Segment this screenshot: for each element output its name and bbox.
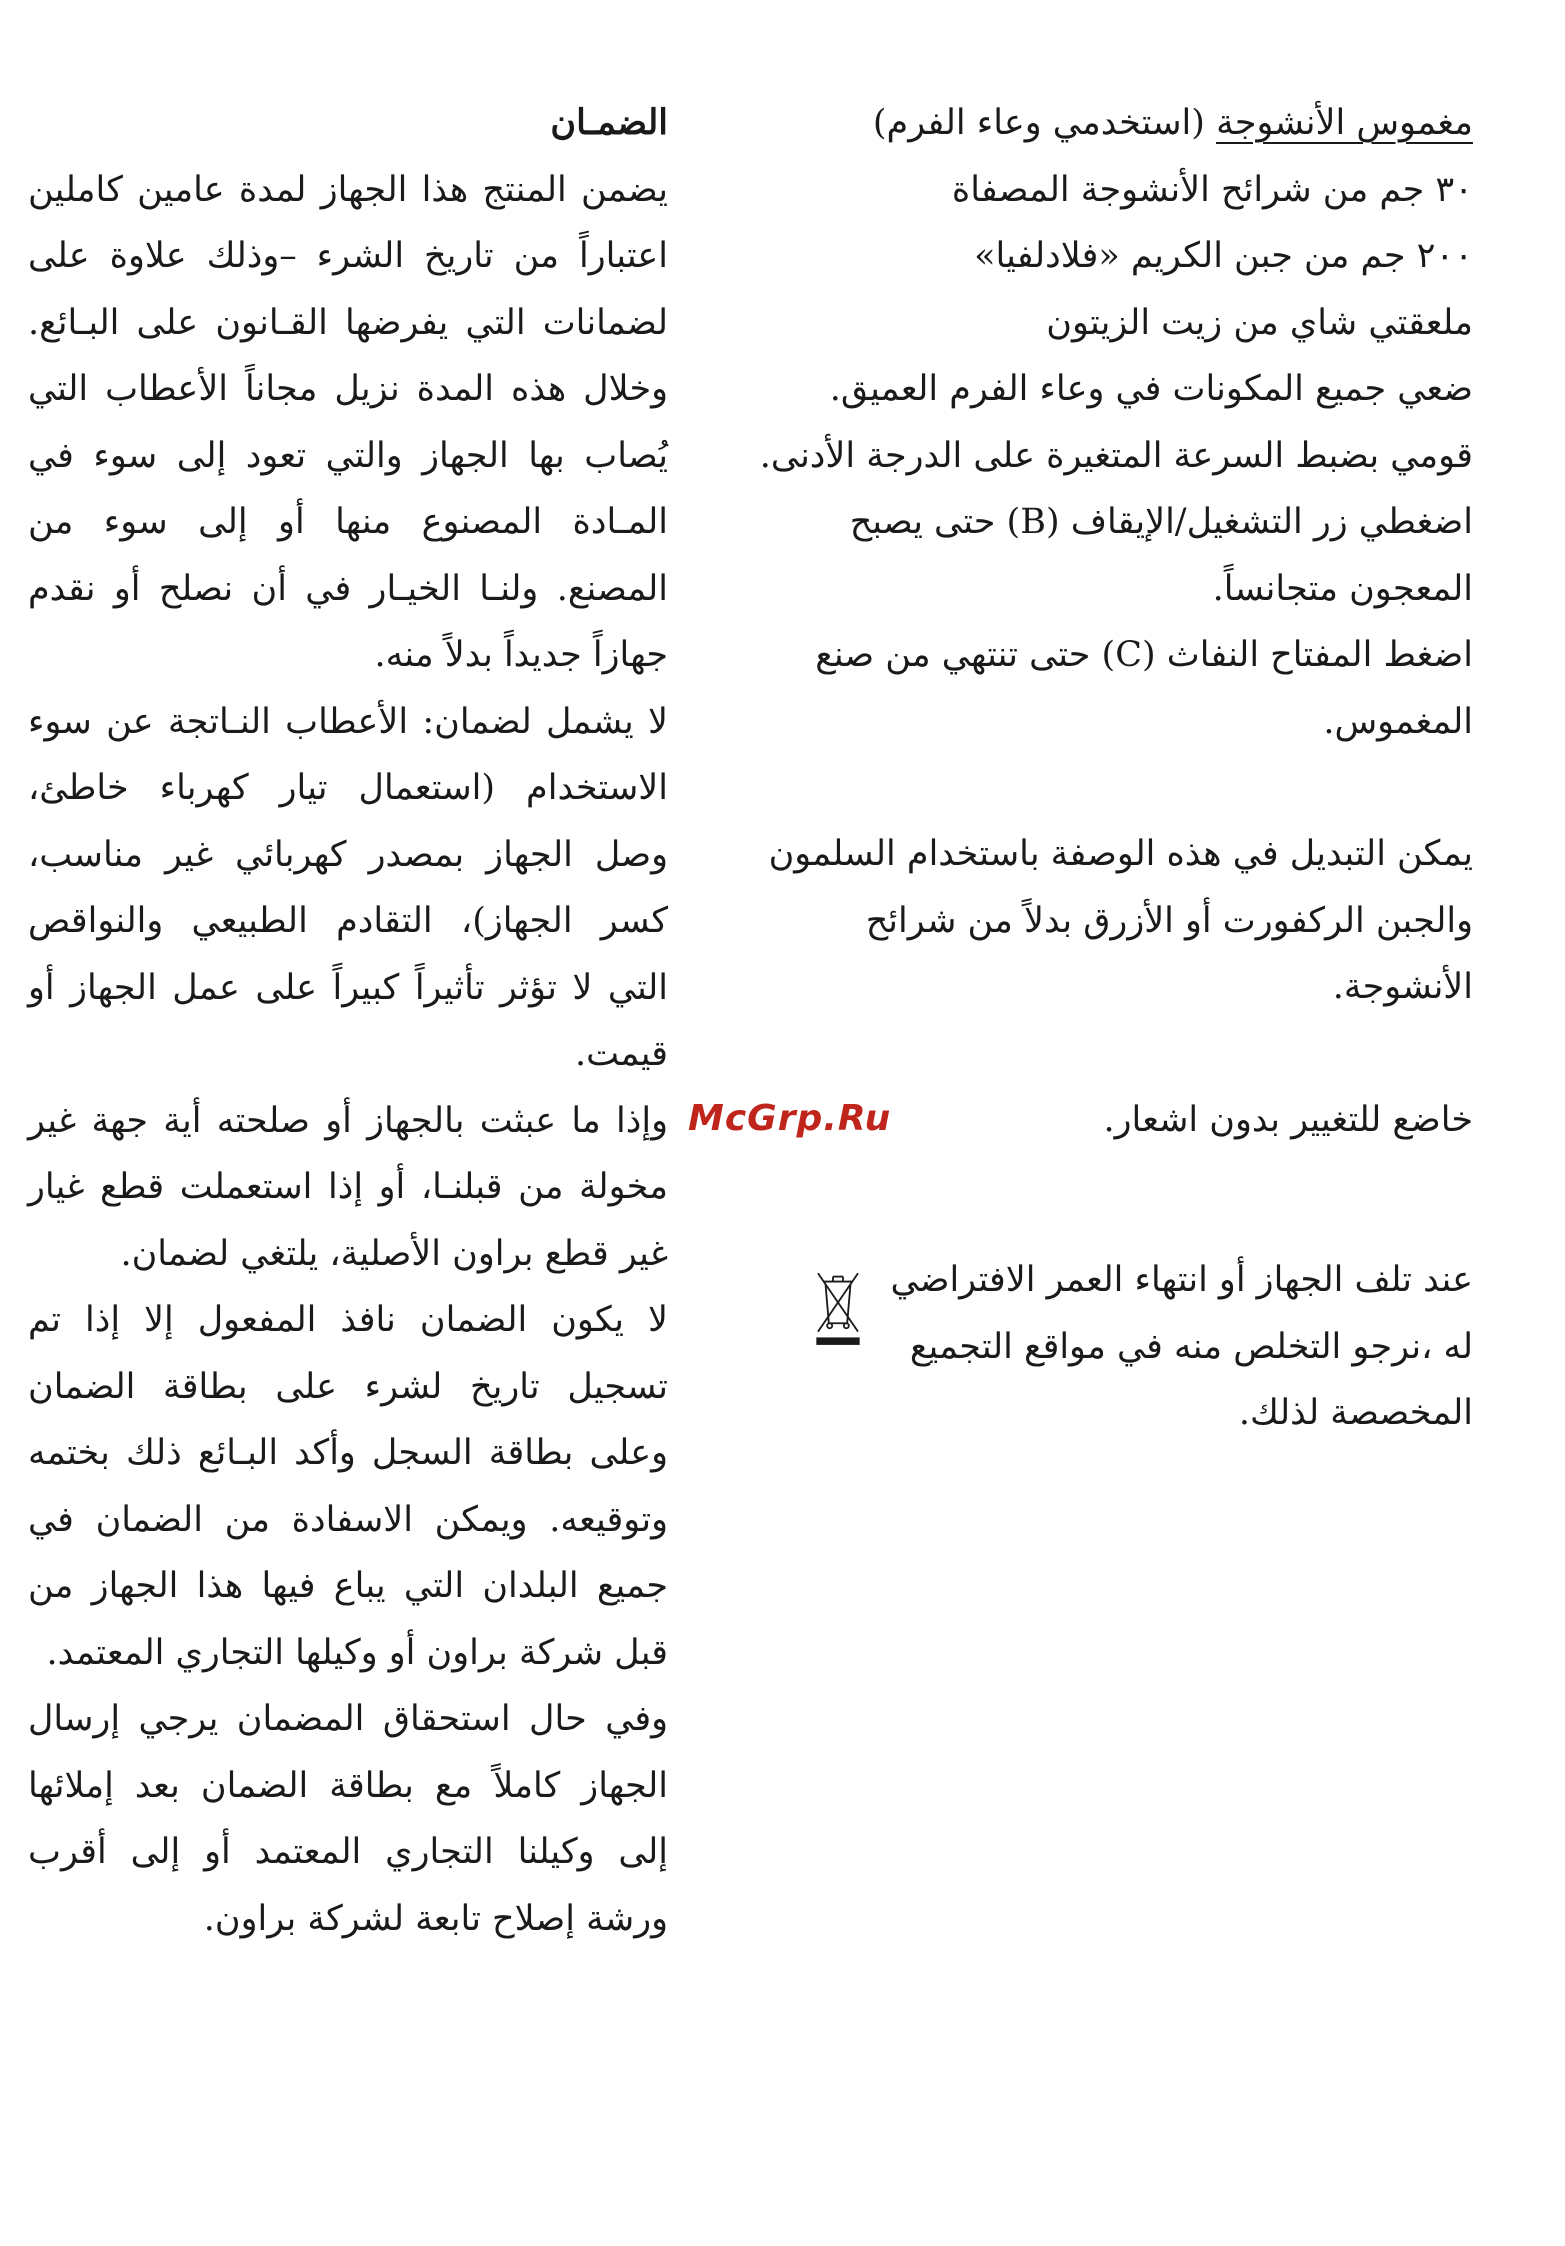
warranty-paragraph: وإذا ما عبثت بالجهاز أو صلحته أية جهة غير مخولة من قبلنـا، أو إذا استعملت قطع غيار غير قطع براون الأصلية، يلتغي لضمان. <box>28 1100 668 1274</box>
warranty-column <box>28 90 668 1952</box>
recipe-title <box>833 90 1473 157</box>
warranty-paragraph: وفي حال استحقاق المضمان يرجي إرسال الجهاز كاملاً مع بطاقة الضمان بعد إملائها إلى وكيلنا التجاري المعتمد أو إلى أقرب ورشة إصلاح تابعة لشركة براون. <box>28 1699 668 1939</box>
disposal-line: عند تلف الجهاز أو انتهاء العمر الافتراضي <box>890 1260 1473 1300</box>
warranty-paragraph: لا يشمل لضمان: الأعطاب النـاتجة عن سوء الاستخدام (استعمال تيار كهرباء خاطئ، وصل الجهاز بمصدر كهربائي غير مناسب، كسر الجهاز)، التقادم الطبيعي والنواقص التي لا تؤثر تأثيراً كبيراً على عمل الجهاز أو قيمت. <box>28 701 668 1074</box>
recipe-line: ٢٠٠ جم من جبن الكريم «فلادلفيا» <box>974 236 1473 276</box>
site-watermark: McGrp.Ru <box>688 1098 892 1139</box>
crossed-out-wheelie-bin-icon <box>813 1262 863 1357</box>
recipe-line: قومي بضبط السرعة المتغيرة على الدرجة الأدنى. <box>759 435 1473 476</box>
recipe-title-note: (استخدمي وعاء الفرم) <box>872 103 1217 143</box>
warranty-paragraph: يضمن المنتج هذا الجهاز لمدة عامين كاملين اعتباراً من تاريخ الشرء –وذلك علاوة على لضمانات التي يفرضها القـانون على البـائع. وخلال هذه المدة نزيل مجاناً الأعطاب التي يُصاب بها الجهاز والتي تعود إلى سوء في المـادة المصنوع منها أو إلى سوء من المصنع. ولنـا الخيـار في أن نصلح أو نقدم جهازاً جديداً بدلاً منه. <box>28 169 668 675</box>
disposal-notice <box>813 1247 1473 1447</box>
recipe-line: ملعقتي شاي من زيت الزيتون <box>1046 302 1473 343</box>
recipe-line: ضعي جميع المكونات في وعاء الفرم العميق. <box>829 369 1473 409</box>
recipe-line: المعجون متجانساً. <box>1212 568 1473 609</box>
recipe-line: اضغط المفتاح النفاث (C) حتى تنتهي من صنع <box>815 635 1473 675</box>
warranty-heading: الضمـان <box>550 102 668 143</box>
recipe-line: المغموس. <box>1323 701 1473 742</box>
variation-line: والجبن الركفورت أو الأزرق بدلاً من شرائح <box>865 900 1473 941</box>
warranty-paragraph: لا يكون الضمان نافذ المفعول إلا إذا تم تسجيل تاريخ لشرء على بطاقة الضمان وعلى بطاقة السجل وأكد البـائع ذلك بختمه وتوقيعه. ويمكن الاسفادة من الضمان في جميع البلدان التي يباع فيها هذا الجهاز من قبل شركة براون أو وكيلها التجاري المعتمد. <box>28 1300 668 1673</box>
recipe-line: اضغطي زر التشغيل/الإيقاف (B) حتى يصبح <box>849 502 1473 542</box>
disposal-line: له ،نرجو التخلص منه في مواقع التجميع <box>909 1326 1473 1367</box>
variation-line: يمكن التبديل في هذه الوصفة باستخدام السلمون <box>768 834 1473 874</box>
variation-line: الأنشوجة. <box>1332 967 1473 1007</box>
change-notice: خاضع للتغيير بدون اشعار. <box>1103 1099 1473 1140</box>
recipe-line: ٣٠ جم من شرائح الأنشوجة المصفاة <box>951 169 1473 210</box>
recipe-title-underlined: مغموس الأنشوجة <box>1216 103 1473 143</box>
disposal-text <box>890 1247 1473 1447</box>
disposal-line: المخصصة لذلك. <box>1238 1393 1473 1433</box>
